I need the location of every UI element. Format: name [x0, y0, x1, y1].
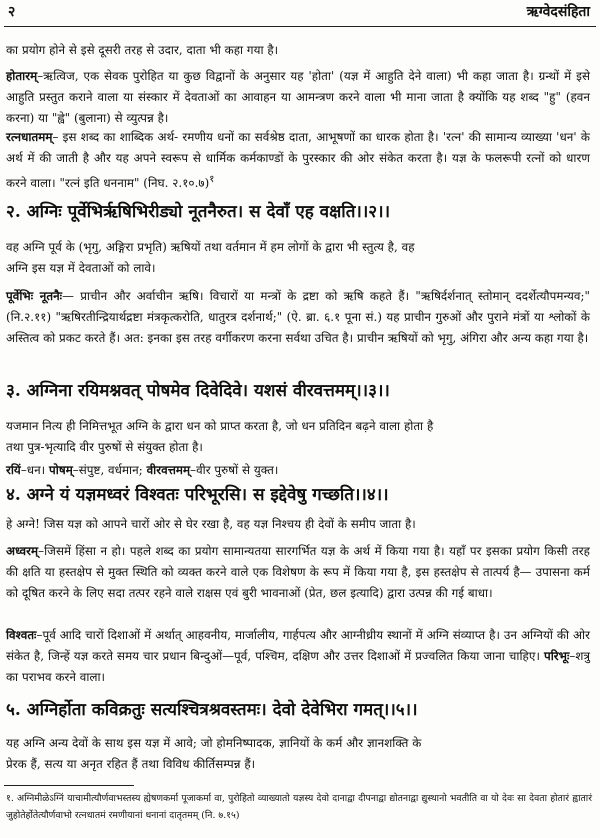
page-header	[8, 2, 590, 24]
rayim-term: रयिं	[6, 463, 21, 477]
ratnadhatamam-term: रत्नधातमम्	[6, 130, 53, 144]
footnote-rule	[4, 785, 134, 786]
vishvatah-note	[6, 625, 590, 688]
continuation-text: का प्रयोग होने से इसे दूसरी तरह से उदार, दाता भी कहा गया है।	[6, 43, 279, 57]
purvebhih-note	[6, 286, 590, 349]
adhvaram-text: –जिसमें हिंसा न हो। पहले शब्द का प्रयोग सामान्यतया सारगर्भित यज्ञ के अर्थ में किया गया है। यहाँ पर इसका प्रयोग किसी तरह की क्षति या हस्तक्षेप से मुक्त स्थिति को व्यक्त करने वाले एक विशेषण के रूप में किया गया है, इस हस्तक्षेप से तात्पर्य है— उपासना कर्म को दूषित करने के लिए सदा तत्पर रहने वाले राक्षस एवं बुरी भावनाओं (प्रेत, छल इत्यादि) द्वारा उत्पन्न की गई बाधा।	[6, 544, 590, 600]
footnote-marker: १	[209, 174, 215, 185]
verse-4-translation	[6, 514, 590, 535]
rayim-text: –धन।	[20, 463, 46, 477]
continuation-paragraph	[6, 40, 590, 61]
verse-4-translation-text: हे अग्ने! जिस यज्ञ को आपने चारों ओर से घेर रखा है, वह यज्ञ निश्चय ही देवों के समीप जाता है।	[6, 517, 416, 531]
verse-5-translation-line: प्रेरक हैं, सत्य या अनृत रहित हैं तथा विविध कीर्तिसम्पन्न हैं।	[6, 757, 256, 771]
verse-2-translation-line: अग्नि इस यज्ञ में देवताओं को लावे।	[6, 261, 156, 275]
purvebhih-text: — प्राचीन और अर्वाचीन ऋषि। विचारों या मन्त्रों के द्रष्टा को ऋषि कहते हैं। "ऋषिर्दर्शनात् स्तोमान् ददर्शेत्यौपमन्यव;" (नि.२.११) "ऋषिरतीन्द्रियार्थद्रष्टा मंत्रकृत्करोति, धातुरत्र दर्शनार्थ;" (ऐ. ब्रा. ६.१ पूना सं.) यह प्राचीन गुरुओं और पुराने मंत्रों या श्लोकों के अस्तित्व को प्रकट करते हैं। अत: इनका इस तरह वर्गीकरण करना सर्वथा उचित है। प्राचीन ऋषियों को भृगु, अंगिरा और अन्य कहा गया है।	[6, 289, 590, 345]
running-title: ऋग्वेदसंहिता	[526, 4, 590, 20]
verse-5: ५. अग्निर्होता कविक्रतुः सत्यश्चित्रश्रवस्तमः। देवो देवेभिरा गमत्।।५।।	[6, 700, 418, 720]
paribhuh-text: –शत्रु का पराभव करने वाला।	[6, 649, 591, 684]
footnote-text: १. अग्निमीळेऽग्निं याचामीत्यौर्णवाभस्तस्य ह्येषणकर्मा पूजाकर्मा वा, पुरोहितो व्याख्यातो यज्ञस्य देवो दानाद्वा दीपनाद्वा द्योतनाद्वा द्युस्थानो भवतीति वा यो देवः सा देवता होतारं ह्वातारं जुहोतेर्होतेत्यौर्णवाभो रत्नधातमं रमणीयानां धनानां दातृतमम् (नि. ७.१५)	[6, 793, 592, 821]
page-number: २	[8, 4, 16, 20]
hotaram-text: –ऋत्विज, एक सेवक पुरोहित या कुछ विद्वानों के अनुसार यह 'होता' (यज्ञ में आहुति देने वाला) भी कहा जाता है। ग्रन्थों में इसे आहुति प्रस्तुत कराने वाला या संस्कार में देवताओं का आवाहन या आमन्त्रण करने वाला भी माना जाता है क्योंकि यह शब्द "हु" (हवन करना) या "ह्वे" (बुलाना) से व्युत्पन्न है।	[6, 69, 590, 125]
verse-3-translation	[6, 416, 590, 458]
ratnadhatamam-text: – इस शब्द का शाब्दिक अर्थ- रमणीय धनों का सर्वश्रेष्ठ दाता, आभूषणों का धारक होता है। 'रत्न' की सामान्य व्याख्या 'धन' के अर्थ में की जाती है और यह अपने स्वरूप से धार्मिक कर्मकाण्डों के पुरस्कार की ओर संकेत करता है। यज्ञ के फलरूपी रत्नों को धारण करने वाला। "रत्नं इति धननाम" (निघ. २.१०.७)	[6, 130, 590, 190]
hotaram-term: होतारम्	[6, 69, 38, 83]
header-rule	[4, 26, 596, 27]
verse-2-translation	[6, 237, 590, 279]
posham-text: –संपुष्ट, वर्धमान;	[72, 463, 143, 477]
adhvaram-note	[6, 541, 590, 604]
verse-3-translation-line: यजमान नित्य ही निमित्तभूत अग्नि के द्वारा धन को प्राप्त करता है, जो धन प्रतिदिन बढ़ने वाला होता है	[6, 419, 434, 433]
verse-4: ४. अग्ने यं यज्ञमध्वरं विश्वतः परिभूरसि। स इद्देवेषु गच्छति।।४।।	[6, 485, 389, 505]
verse-3: ३. अग्निना रयिमश्नवत् पोषमेव दिवेदिवे। यशसं वीरवत्तमम्।।३।।	[6, 381, 390, 401]
viravattamam-text: –वीर पुरुषों से युक्त।	[190, 463, 279, 477]
vishvatah-text: –पूर्व आदि चारों दिशाओं में अर्थात् आहवनीय, मार्जालीय, गार्हपत्य और आग्नीध्रीय स्थानों में अग्नि संव्याप्त है। उन अग्नियों की ओर संकेत है, जिन्हें यज्ञ करते समय चार प्रधान बिन्दुओं—पूर्व, पश्चिम, दक्षिण और उत्तर दिशाओं में प्रज्वलित किया जाना चाहिए।	[6, 628, 590, 663]
verse-3-translation-line: तथा पुत्र-भृत्यादि वीर पुरुषों से संयुक्त होता है।	[6, 440, 203, 454]
hotaram-note	[6, 66, 590, 129]
verse-2-translation-line: वह अग्नि पूर्व के (भृगु, अङ्गिरा प्रभृति) ऋषियों तथा वर्तमान में हम लोगों के द्वारा भी स्तुत्य है, वह	[6, 240, 415, 254]
vishvatah-term: विश्वतः	[6, 628, 37, 642]
footnote	[6, 790, 592, 824]
paribhuh-term: परिभूः	[544, 649, 570, 663]
verse-5-translation	[6, 733, 590, 775]
adhvaram-term: अध्वरम्	[6, 544, 39, 558]
verse-5-translation-line: यह अग्नि अन्य देवों के साथ इस यज्ञ में आवे; जो होमनिष्पादक, ज्ञानियों के कर्म और ज्ञानशक्ति के	[6, 736, 422, 750]
verse-2: २. अग्निः पूर्वेभिर्ऋषिभिरीड्यो नूतनैरुत। स देवाँ एह वक्षति।।२।।	[6, 202, 391, 222]
purvebhih-term: पूर्वेभिः नूतनैः	[6, 289, 63, 303]
viravattamam-term: वीरवत्तमम्	[146, 463, 191, 477]
rayim-note	[6, 460, 590, 481]
ratnadhatamam-note	[6, 127, 590, 194]
posham-term: पोषम्	[49, 463, 73, 477]
